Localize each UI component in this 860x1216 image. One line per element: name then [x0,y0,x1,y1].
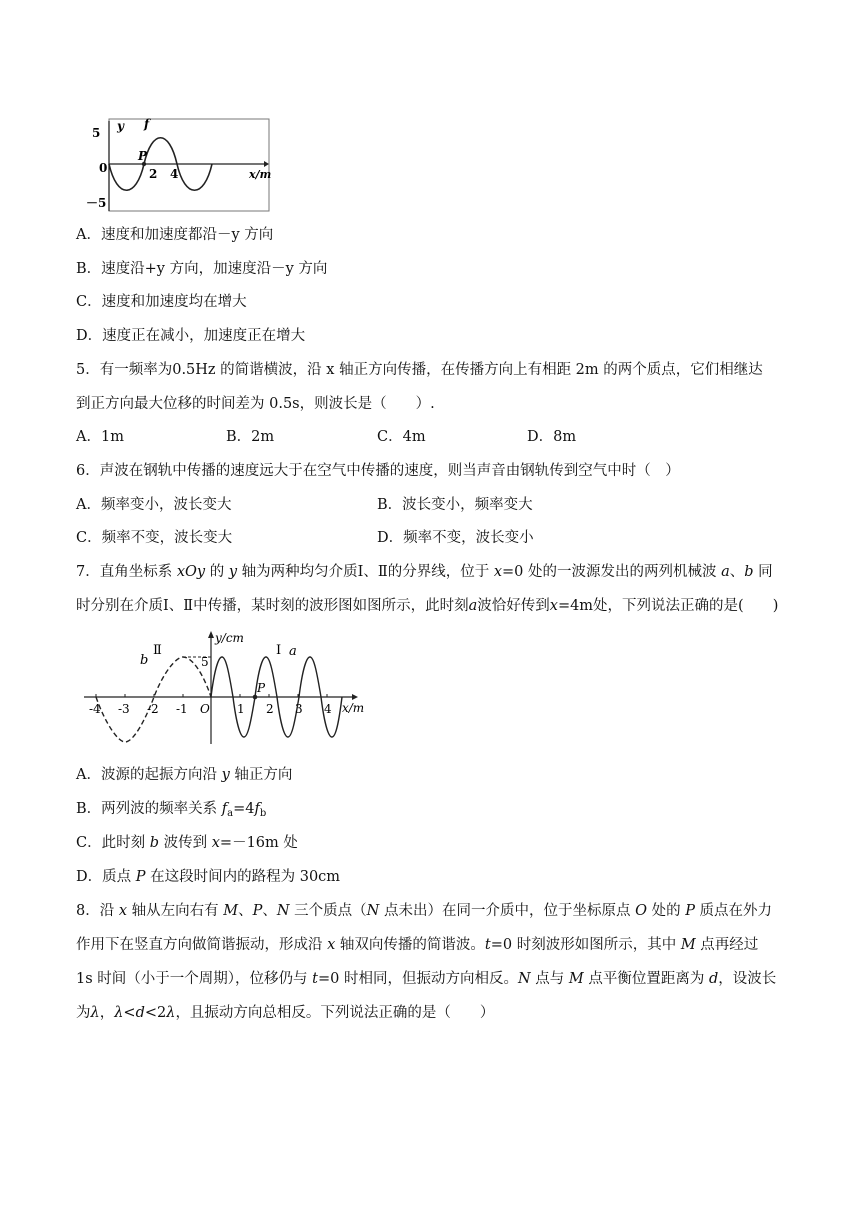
figure-2-o-label: O [200,702,210,716]
q7-option-d: D．质点 P 在这段时间内的路程为 30cm [76,869,341,885]
q5-option-b: B．2m [226,429,275,445]
q8-stem-line-2: 作用下在竖直方向做简谐振动，形成沿 x 轴双向传播的简谐波。t=0 时刻波形如图所示，其中 M 点再经过 [76,937,759,953]
q6-option-b: B．波长变小，频率变大 [377,497,533,513]
q4-option-b: B．速度沿+y 方向，加速度沿－y 方向 [76,261,328,277]
q5-stem-line-1: 5．有一频率为0.5Hz 的简谐横波，沿 x 轴正方向传播，在传播方向上有相距 2m 的两个质点，它们相继达 [76,362,763,378]
figure-1-zero: 0 [99,161,108,175]
q6-option-a: A．频率变小，波长变大 [76,497,232,513]
figure-2-five-label: 5 [201,655,209,669]
figure-1-f-label: f [144,117,150,131]
q7-option-c: C．此时刻 b 波传到 x=－16m 处 [76,835,298,851]
figure-2-y-label: y/cm [215,631,244,645]
q4-option-c: C．速度和加速度均在增大 [76,294,247,310]
q5-option-a: A．1m [76,429,124,445]
q6-stem: 6．声波在钢轨中传播的速度远大于在空气中传播的速度，则当声音由钢轨传到空气中时（ ） [76,463,680,479]
figure-1-y-label: y [117,119,124,133]
figure-2-wave-b [96,657,211,742]
figure-1-y-bottom: －5 [86,196,107,210]
figure-2-p-label: P [257,681,266,695]
q5-option-d: D．8m [527,429,577,445]
q7-option-a: A．波源的起振方向沿 y 轴正方向 [76,767,293,783]
figure-1-p-label: P [138,149,148,163]
q7-stem-line-1: 7．直角坐标系 xOy 的 y 轴为两种均匀介质Ⅰ、Ⅱ的分界线，位于 x=0 处的一波源发出的两列机械波 a、b 同 [76,564,773,580]
q8-stem-line-1: 8．沿 x 轴从左向右有 M、P、N 三个质点（N 点未出）在同一介质中，位于坐标原点 O 处的 P 质点在外力 [76,903,773,919]
q6-option-c: C．频率不变，波长变大 [76,530,233,546]
figure-2-tick-label: 4 [324,702,332,716]
figure-2-roman-1: Ⅰ [276,643,282,658]
q5-option-c: C．4m [377,429,426,445]
figure-2-tick-label: -4 [89,702,101,716]
figure-2-y-arrow [208,631,214,638]
figure-2-a-label: a [289,644,297,659]
figure-1-frame [109,119,272,211]
figure-2-tick-label: -3 [118,702,130,716]
q7-stem-line-2: 时分别在介质Ⅰ、Ⅱ中传播，某时刻的波形图如图所示，此时刻a波恰好传到x=4m处，下列说法正确的是( ) [76,598,779,614]
q7-option-b: B．两列波的频率关系 $f_a=4f_b$ [76,801,267,819]
figure-1-y-top: 5 [92,126,101,140]
figure-2-x-label: x/m [342,701,365,715]
q5-stem-line-2: 到正方向最大位移的时间差为 0.5s，则波长是（ ）. [76,396,435,412]
figure-1-x-arrow [264,161,269,167]
figure-2-point-p [253,695,258,700]
figure-2-tick-label: -2 [147,702,159,716]
figure-2-tick-label: 2 [266,702,274,716]
figure-2-x-arrow [352,694,358,700]
q4-option-a: A．速度和加速度都沿－y 方向 [76,227,274,243]
figure-1-x-label: x/m [249,168,272,181]
q6-option-d: D．频率不变，波长变小 [377,530,534,546]
figure-1-x-2: 2 [149,167,158,181]
figure-2-tick-label: -1 [176,702,188,716]
figure-2-tick-label: 1 [237,702,245,716]
q8-stem-line-4: 为λ，λ<d<2λ，且振动方向总相反。下列说法正确的是（ ） [76,1005,495,1021]
figure-2-tick-label: 3 [295,702,303,716]
q8-stem-line-3: 1s 时间（小于一个周期），位移仍与 t=0 时相同，但振动方向相反。N 点与 M 点平衡位置距离为 d，设波长 [76,971,777,987]
figure-1-x-4: 4 [170,167,179,181]
figure-2-b-label: b [140,653,149,668]
q4-option-d: D．速度正在减小，加速度正在增大 [76,328,306,344]
wave-figure-1 [86,116,272,214]
figure-2-roman-2: Ⅱ [153,643,162,658]
wave-figure-2 [80,628,370,750]
